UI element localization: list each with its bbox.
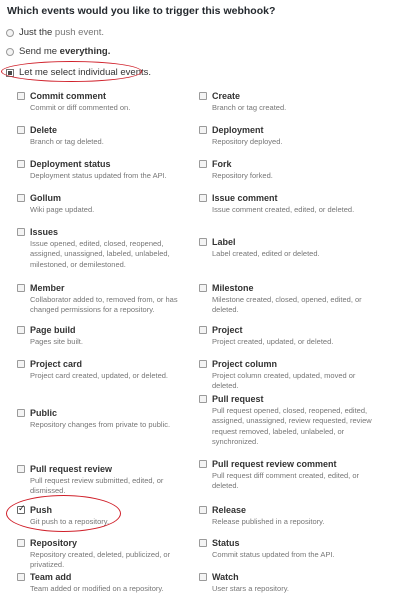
checkbox-icon[interactable] — [199, 573, 207, 581]
event-description: Issue opened, edited, closed, reopened, assigned, unassigned, labeled, unlabeled, milestoned, or demilestoned. — [30, 239, 170, 269]
event-title: Issue comment — [212, 193, 278, 203]
checkbox-icon[interactable] — [17, 194, 25, 202]
event-title: Deployment status — [30, 159, 111, 169]
event-title: Watch — [212, 572, 239, 582]
event-description: Wiki page updated. — [30, 205, 95, 214]
event-description: Pages site built. — [30, 337, 83, 346]
checkbox-icon[interactable] — [199, 92, 207, 100]
event-title: Member — [30, 283, 65, 293]
checkbox-icon[interactable] — [199, 506, 207, 514]
checkbox-icon[interactable] — [199, 395, 207, 403]
event-description: User stars a repository. — [212, 584, 289, 593]
event-description: Project card created, updated, or deleted. — [30, 371, 169, 380]
event-description: Label created, edited or deleted. — [212, 249, 320, 258]
option-push-event[interactable] — [6, 27, 104, 38]
event-description: Repository forked. — [212, 171, 273, 180]
event-title: Label — [212, 237, 236, 247]
checkbox-icon[interactable] — [199, 284, 207, 292]
event-title: Delete — [30, 125, 58, 135]
checkbox-icon[interactable] — [199, 194, 207, 202]
event-title: Deployment — [212, 125, 264, 135]
event-description: Release published in a repository. — [212, 517, 325, 526]
checkbox-icon[interactable] — [17, 360, 25, 368]
event-title: Project card — [30, 359, 83, 369]
selected-radio-icon[interactable] — [6, 69, 14, 77]
checkbox-icon[interactable] — [17, 126, 25, 134]
event-title: Push — [30, 505, 53, 515]
checkbox-icon[interactable] — [17, 465, 25, 473]
checkbox-icon[interactable] — [17, 326, 25, 334]
checkbox-icon[interactable] — [17, 228, 25, 236]
event-description: Git push to a repository. — [30, 517, 110, 526]
event-title: Milestone — [212, 283, 254, 293]
event-description: Pull request opened, closed, reopened, edited, assigned, unassigned, review requested, review request removed, labeled, unlabeled, or synchronized. — [212, 406, 372, 447]
option-individual-events[interactable] — [6, 67, 151, 78]
event-description: Team added or modified on a repository. — [30, 584, 164, 593]
event-title: Project column — [212, 359, 278, 369]
event-title: Repository — [30, 538, 78, 548]
event-description: Project created, updated, or deleted. — [212, 337, 334, 346]
event-title: Issues — [30, 227, 59, 237]
event-title: Public — [30, 408, 58, 418]
event-description: Deployment status updated from the API. — [30, 171, 167, 180]
event-title: Create — [212, 91, 241, 101]
option-everything[interactable] — [6, 46, 110, 57]
event-title: Pull request review comment — [212, 459, 337, 469]
checkbox-icon[interactable] — [17, 539, 25, 547]
checkbox-icon[interactable] — [199, 160, 207, 168]
event-title: Project — [212, 325, 243, 335]
checkbox-icon[interactable] — [199, 326, 207, 334]
radio-icon[interactable] — [6, 48, 14, 56]
event-title: Status — [212, 538, 240, 548]
event-description: Collaborator added to, removed from, or has changed permissions for a repository. — [30, 295, 178, 315]
event-description: Repository deployed. — [212, 137, 283, 146]
event-description: Commit or diff commented on. — [30, 103, 131, 112]
checkbox-icon[interactable] — [17, 409, 25, 417]
event-description: Branch or tag deleted. — [30, 137, 104, 146]
checkbox-icon[interactable] — [17, 160, 25, 168]
radio-icon[interactable] — [6, 29, 14, 37]
option-label: Let me select individual events. — [19, 67, 152, 78]
event-title: Fork — [212, 159, 232, 169]
event-description: Pull request diff comment created, edited, or deleted. — [212, 471, 360, 491]
event-title: Team add — [30, 572, 72, 582]
checkbox-checked-icon[interactable] — [17, 506, 25, 514]
option-label: Just the push event. — [19, 27, 105, 38]
event-description: Milestone created, closed, opened, edited, or deleted. — [212, 295, 362, 315]
event-title: Commit comment — [30, 91, 107, 101]
event-title: Gollum — [30, 193, 61, 203]
checkbox-icon[interactable] — [17, 284, 25, 292]
checkbox-icon[interactable] — [17, 92, 25, 100]
checkbox-icon[interactable] — [199, 539, 207, 547]
checkbox-icon[interactable] — [17, 573, 25, 581]
event-description: Repository changes from private to public. — [30, 420, 171, 429]
checkbox-icon[interactable] — [199, 360, 207, 368]
checkbox-icon[interactable] — [199, 126, 207, 134]
event-description: Commit status updated from the API. — [212, 550, 335, 559]
event-description: Issue comment created, edited, or deleted. — [212, 205, 355, 214]
event-title: Page build — [30, 325, 76, 335]
option-label: Send me everything. — [19, 46, 111, 57]
event-description: Repository created, deleted, publicized, or privatized. — [30, 550, 171, 570]
event-description: Branch or tag created. — [212, 103, 287, 112]
checkbox-icon[interactable] — [199, 460, 207, 468]
event-title: Pull request — [212, 394, 264, 404]
event-title: Pull request review — [30, 464, 113, 474]
event-title: Release — [212, 505, 247, 515]
event-description: Project column created, updated, moved or deleted. — [212, 371, 356, 391]
event-description: Pull request review submitted, edited, or dismissed. — [30, 476, 164, 496]
checkbox-icon[interactable] — [199, 238, 207, 246]
events-heading: Which events would you like to trigger this webhook? — [7, 5, 276, 17]
